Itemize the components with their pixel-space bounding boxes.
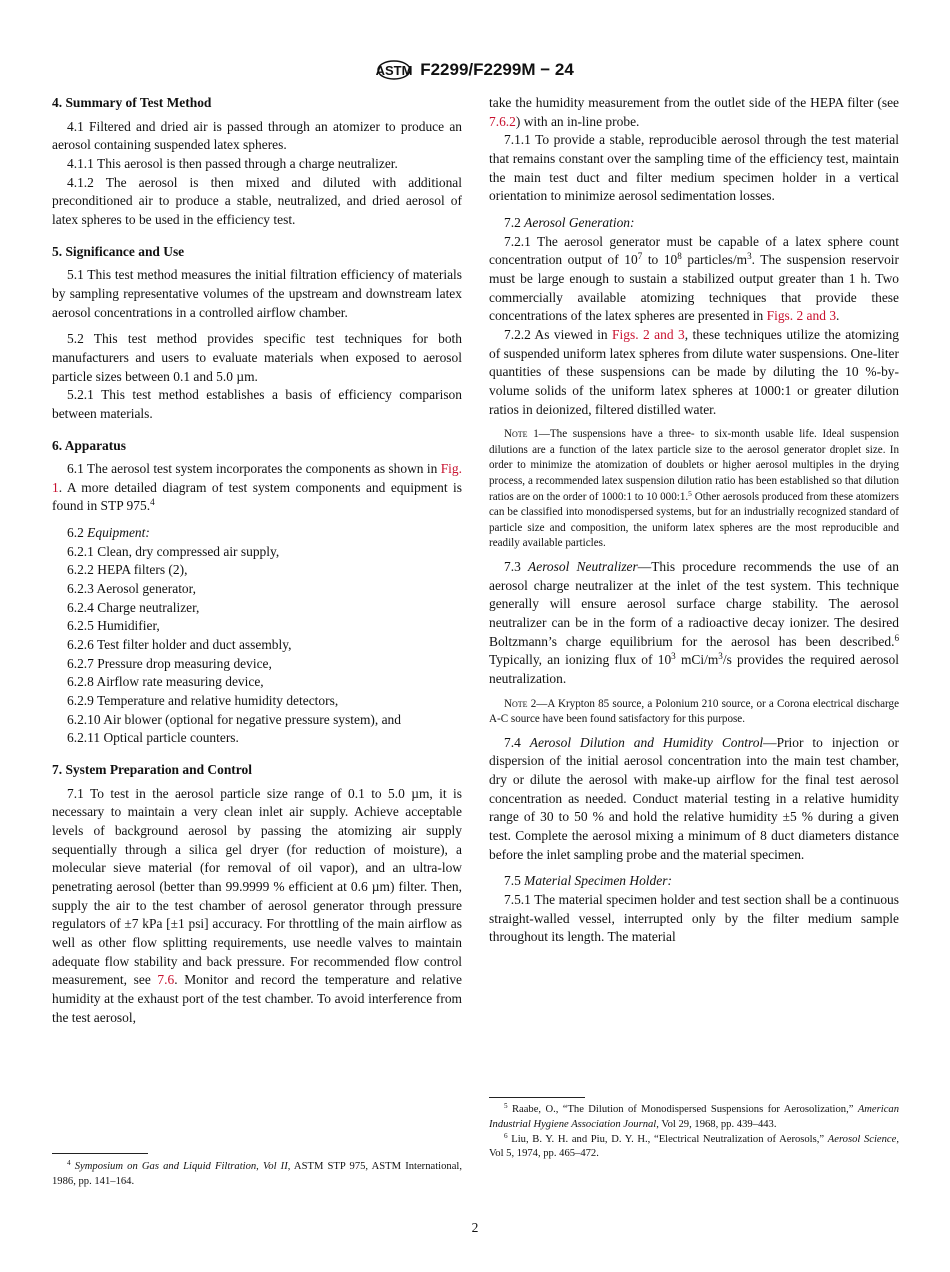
text-run: 7.1 To test in the aerosol particle size range of 0.1 to 5.0 µm, it is necessary to maintain a very clean inlet air supply. Achieve acceptable levels of background aerosol by passing the atomizing air supply sequentially through a silica gel dryer (for reduction of moisture), a molecular sieve material (for removal of oil vapor), and an ultra-low penetrating aerosol (better than 99.9999 % efficient at 0.6 µm) filter. Then, supply the air to the test chamber of aerosol generator through pressure regulators of ±7 kPa [±1 psi] accuracy. For throttling of the main airflow as well as other flow splitting requirements, use needle valves to maintain adequate flow stability and back pressure. For recommended flow control measurement, see (52, 785, 462, 988)
cross-reference-link[interactable]: Figs. 2 and 3 (766, 308, 837, 324)
text-run: 2—A Krypton 85 source, a Polonium 210 source, or a Corona electrical discharge A-C source have been found satisfactory for this purpose. (489, 697, 899, 726)
text-run: 6.2.8 Airflow rate measuring device, (67, 674, 264, 690)
text-run: 6.1 The aerosol test system incorporates the components as shown in (67, 461, 441, 477)
text-run: 7.4 (504, 734, 530, 750)
left-column (52, 94, 462, 1027)
text-run: 7.2.1 The aerosol generator must be capable of a latex sphere count concentration output of 10 (489, 233, 899, 268)
footnote-ref: 5 (688, 488, 692, 498)
footnotes-left (52, 1160, 462, 1190)
text-run: 4.1.1 This aerosol is then passed through a charge neutralizer. (67, 155, 398, 171)
note (489, 427, 899, 552)
paragraph (489, 558, 899, 689)
italic-text: Aerosol Science (827, 1133, 897, 1145)
paragraph (52, 561, 462, 580)
footnote-ref: 4 (67, 1159, 71, 1168)
footnote-ref: 6 (504, 1131, 508, 1140)
paragraph (52, 785, 462, 1028)
footnote-ref: 6 (894, 632, 899, 643)
text-run: 6.2.6 Test filter holder and duct assembly, (67, 637, 292, 653)
text-run: 6.2.9 Temperature and relative humidity detectors, (67, 693, 339, 709)
paragraph (52, 636, 462, 655)
text-run: 6.2.4 Charge neutralizer, (67, 599, 200, 615)
italic-text: Aerosol Generation: (524, 214, 635, 230)
text-run: . A more detailed diagram of test system components and equipment is found in STP 975. (52, 479, 462, 514)
text-run: 6.2.10 Air blower (optional for negative pressure system), and (67, 711, 401, 727)
italic-text: Aerosol Neutralizer (528, 558, 638, 574)
paragraph (52, 599, 462, 618)
text-run: , these techniques utilize the atomizing of suspended uniform latex spheres from dilute water suspensions. One-liter quantities of these suspensions can be made by diluting the 10 %-by-volume solids of the uniform latex spheres at 1000:1 or greater dilution ratios in deionized, filtered distilled water. (489, 326, 899, 417)
text-run: mCi/m (675, 652, 719, 668)
text-run: 7. System Preparation and Control (52, 762, 252, 777)
text-run: /s provides the required aerosol neutralization. (489, 652, 899, 686)
footnote-rule-left (52, 1153, 148, 1154)
paragraph (52, 711, 462, 730)
italic-text: Aerosol Dilution and Humidity Control (529, 734, 764, 750)
text-run: 7.1.1 To provide a stable, reproducible aerosol through the test material that remains constant over the sampling time of the efficiency test, maintain the main test duct and filter medium specimen holder in a vertical orientation to minimize aerosol sedimentation losses. (489, 132, 899, 204)
note-label: Note (504, 428, 528, 441)
paragraph (489, 214, 899, 233)
italic-text: Symposium on Gas and Liquid Filtration, Vol II (74, 1161, 288, 1172)
text-run: 7.5 (504, 873, 525, 889)
text-run: 4.1 Filtered and dried air is passed through an atomizer to produce an aerosol containing suspended latex spheres. (52, 118, 462, 153)
text-run: 6.2.11 Optical particle counters. (67, 730, 239, 746)
text-run: —This procedure recommends the use of an aerosol charge neutralizer at the inlet of the test system. This technique generally will ensure aerosol surface charge stability. The aerosol neutralizer can be in the form of a radioactive decay ionizer. The desired Boltzmann’s charge equilibrium for the aerosol has been described. (489, 558, 899, 649)
text-run: . The suspension reservoir must be large enough to sustain a stabilized output greater than 1 h. Two commercially available atomizing techniques that provide these concentrations of the latex spheres are presented in (489, 252, 900, 324)
text-run: . Monitor and record the temperature and relative humidity at the exhaust port of the test chamber. To avoid interference from the test aerosol, (52, 972, 463, 1025)
cross-reference-link[interactable]: Fig. 1 (52, 461, 462, 495)
text-run: 7.5.1 The material specimen holder and test section shall be a continuous straight-walled vessel, interrupted only by the filter medium sample throughout its length. The material (489, 891, 899, 945)
text-run: 7.2 (504, 214, 525, 230)
standard-designation: F2299/F2299M − 24 (420, 60, 574, 79)
footnote-ref: 7 (637, 251, 643, 262)
text-run: , Vol 29, 1968, pp. 439–443. (656, 1118, 777, 1130)
paragraph (489, 872, 899, 891)
cross-reference-link[interactable]: Figs. 2 and 3 (612, 326, 685, 342)
footnote-ref: 3 (747, 251, 752, 262)
astm-logo-icon (376, 55, 412, 85)
footnote-ref: 3 (718, 651, 723, 662)
paragraph (52, 729, 462, 748)
paragraph (489, 233, 899, 326)
text-run: 6. Apparatus (52, 437, 126, 453)
paragraph (52, 524, 462, 543)
text-run: 1—The suspensions have a three- to six-month usable life. Ideal suspension dilutions are a function of the latex particle size to the aerosol generator droplet size. In order to minimize the atomization of doublets or higher aerosol multiples in the drying process, a recommended latex suspension dilution ratio has been established so that dilution ratios are on the order of 1000:1 to 10 000:1. (489, 428, 899, 503)
paragraph (489, 94, 899, 131)
paragraph (52, 155, 462, 174)
text-run: to 10 (642, 252, 678, 268)
text-run: 7.2.2 As viewed in (504, 326, 613, 342)
paragraph (52, 655, 462, 674)
section-heading (52, 243, 462, 262)
paragraph (52, 460, 462, 516)
footnote-ref: 3 (671, 651, 676, 662)
paragraph (52, 266, 462, 322)
page-header (0, 55, 950, 85)
paragraph (52, 692, 462, 711)
text-run: 5.2.1 This test method establishes a basis of efficiency comparison between materials. (52, 387, 462, 421)
text-run: , ASTM STP 975, ASTM International, 1986, pp. 141–164. (52, 1161, 462, 1187)
text-run: ) with an in-line probe. (515, 113, 640, 129)
footnote (489, 1103, 899, 1133)
text-run: Typically, an ionizing flux of 10 (489, 652, 672, 668)
italic-text: Material Specimen Holder: (524, 873, 672, 889)
footnotes-right (489, 1103, 899, 1162)
footnote (489, 1133, 899, 1163)
section-heading (52, 761, 462, 780)
note-label: Note (504, 697, 528, 710)
text-run: 6.2.2 HEPA filters (2), (67, 562, 188, 578)
paragraph (52, 617, 462, 636)
text-run: 6.2.5 Humidifier, (67, 618, 160, 634)
text-run: 7.3 (504, 558, 529, 574)
text-run: 5.2 This test method provides specific test techniques for both manufacturers and users to evaluate materials when exposed to aerosol particle sizes between 0.1 and 5.0 µm. (52, 331, 462, 384)
text-run: 5. Significance and Use (52, 243, 185, 259)
text-run: 5.1 This test method measures the initial filtration efficiency of materials by sampling representative volumes of the upstream and downstream latex aerosol concentrations in a controlled airflow chamber. (52, 267, 462, 320)
text-run: Raabe, O., “The Dilution of Monodispersed Suspensions for Aerosolization,” (507, 1104, 858, 1115)
paragraph (52, 330, 462, 386)
paragraph (489, 734, 899, 865)
paragraph (489, 891, 899, 947)
page-number: 2 (471, 1220, 479, 1235)
paragraph (52, 673, 462, 692)
text-run: , Vol 5, 1974, pp. 465–472. (489, 1133, 899, 1160)
text-run: 4. Summary of Test Method (52, 95, 212, 110)
footnote-ref: 5 (504, 1102, 508, 1111)
text-run: 6.2 (67, 525, 88, 541)
footnote-rule-right (489, 1097, 585, 1098)
italic-text: American Industrial Hygiene Association Journal (489, 1104, 899, 1130)
italic-text: Equipment: (87, 525, 150, 541)
footnote-ref: 8 (677, 251, 682, 262)
paragraph (52, 543, 462, 562)
right-column (489, 94, 899, 947)
cross-reference-link[interactable]: 7.6.2 (489, 113, 516, 129)
text-run: particles/m (681, 252, 748, 268)
text-run: 4.1.2 The aerosol is then mixed and diluted with additional preconditioned air to produce a stable, neutralized, and dried aerosol of latex spheres to be used in the efficiency test. (52, 174, 462, 227)
footnote (52, 1160, 462, 1190)
text-run: 6.2.7 Pressure drop measuring device, (67, 655, 272, 671)
note (489, 697, 899, 728)
text-run: Liu, B. Y. H. and Piu, D. Y. H., “Electrical Neutralization of Aerosols,” (507, 1133, 828, 1145)
text-run: . (836, 308, 840, 324)
text-run: Other aerosols produced from these atomizers can be classified into monodispersed systems, but for an industrially recognized standard of particle size and composition, the uniform latex spheres are the most reproducible and readily available particles. (489, 490, 899, 550)
section-heading (52, 437, 462, 456)
paragraph (52, 580, 462, 599)
paragraph (489, 326, 899, 419)
footnote-ref: 4 (150, 497, 155, 508)
paragraph (52, 386, 462, 423)
paragraph (52, 174, 462, 230)
text-run: 6.2.1 Clean, dry compressed air supply, (67, 543, 280, 559)
paragraph (52, 118, 462, 155)
paragraph (489, 131, 899, 206)
text-run: take the humidity measurement from the outlet side of the HEPA filter (see (489, 95, 899, 110)
section-heading (52, 94, 462, 113)
text-run: —Prior to injection or dispersion of the initial aerosol concentration into the main test chamber, dry or dilute the aerosol with make-up airflow for the final test aerosol concentration as needed. Conduct material testing in a relative humidity range of 30 to 50 % and hold the relative humidity ±5 % during a given test. Complete the aerosol mixing a minimum of 8 duct diameters distance before the inlet sampling probe and the material specimen. (489, 734, 899, 862)
svg-text:ASTM: ASTM (376, 63, 413, 78)
cross-reference-link[interactable]: 7.6 (157, 972, 175, 988)
text-run: 6.2.3 Aerosol generator, (67, 581, 196, 597)
